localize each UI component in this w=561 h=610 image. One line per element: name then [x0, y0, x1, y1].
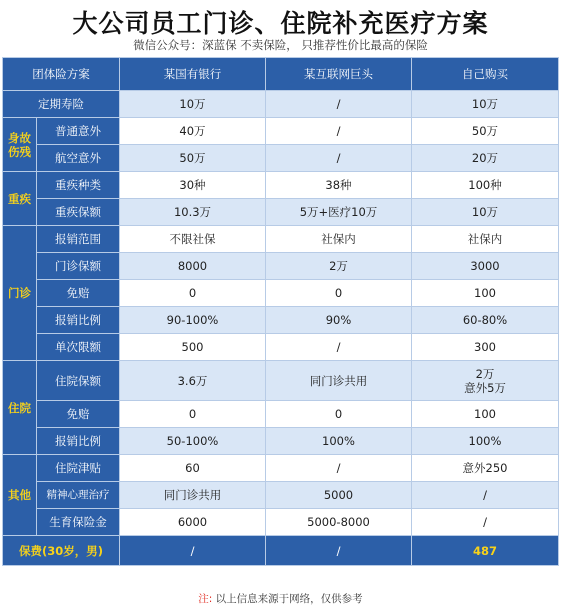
row-label: 单次限额 [37, 334, 120, 361]
cell-value: 90-100% [120, 307, 266, 334]
table-row [3, 509, 559, 536]
cell-value: 100 [412, 401, 559, 428]
page-subtitle: 微信公众号：深蓝保 不卖保险， 只推荐性价比最高的保险 [133, 38, 428, 52]
cell-value-multiline [412, 361, 559, 401]
cell-value: / [412, 509, 559, 536]
cell-value: 0 [120, 280, 266, 307]
table-row [3, 253, 559, 280]
cell-line: 2万 [475, 366, 495, 381]
premium-row [3, 536, 559, 566]
cell-value: 50万 [120, 145, 266, 172]
cell-value: 50万 [412, 118, 559, 145]
table-row [3, 226, 559, 253]
cell-value: / [266, 334, 412, 361]
table-row [3, 172, 559, 199]
row-label: 住院保额 [37, 361, 120, 401]
table-row [3, 334, 559, 361]
footnote-mark: 注: [198, 593, 213, 605]
row-label: 生育保险金 [37, 509, 120, 536]
category-outpatient: 门诊 [3, 226, 37, 361]
cell-value: 同门诊共用 [120, 482, 266, 509]
premium-value-highlight: 487 [412, 536, 559, 566]
row-label: 精神心理治疗 [37, 482, 120, 509]
cell-value: 5000-8000 [266, 509, 412, 536]
page-title: 大公司员工门诊、住院补充医疗方案 [72, 9, 489, 38]
row-label: 报销比例 [37, 428, 120, 455]
cell-value: / [266, 455, 412, 482]
row-label: 报销范围 [37, 226, 120, 253]
table-row [3, 280, 559, 307]
cell-value: 90% [266, 307, 412, 334]
row-label-life-term: 定期寿险 [3, 91, 120, 118]
cell-value: 60 [120, 455, 266, 482]
cell-value: 3000 [412, 253, 559, 280]
table-row [3, 199, 559, 226]
cell-value: 300 [412, 334, 559, 361]
cell-value: 3.6万 [120, 361, 266, 401]
cell-value: 2万 [266, 253, 412, 280]
cell-value: 100% [412, 428, 559, 455]
table-row [3, 118, 559, 145]
header-plan: 团体险方案 [3, 58, 120, 91]
row-label: 航空意外 [37, 145, 120, 172]
row-label: 报销比例 [37, 307, 120, 334]
cell-value: 同门诊共用 [266, 361, 412, 401]
table-header-row [3, 58, 559, 91]
cell-value: 20万 [412, 145, 559, 172]
cell-value: 意外250 [412, 455, 559, 482]
table-row [3, 307, 559, 334]
category-inpatient: 住院 [3, 361, 37, 455]
cell-value: 38种 [266, 172, 412, 199]
cell-value: / [412, 482, 559, 509]
category-line-part: 身故 [8, 130, 31, 145]
cell-value: 100% [266, 428, 412, 455]
cell-value: 60-80% [412, 307, 559, 334]
table-row [3, 482, 559, 509]
premium-value: / [266, 536, 412, 566]
cell-value: 0 [266, 401, 412, 428]
cell-value: 50-100% [120, 428, 266, 455]
header-state-bank: 某国有银行 [120, 58, 266, 91]
cell-value: 0 [120, 401, 266, 428]
row-label: 重疾保额 [37, 199, 120, 226]
cell-value: 0 [266, 280, 412, 307]
category-death-disability [3, 118, 37, 172]
cell-value: 6000 [120, 509, 266, 536]
cell-value: / [266, 91, 412, 118]
table-row [3, 145, 559, 172]
row-label: 普通意外 [37, 118, 120, 145]
cell-value: 社保内 [412, 226, 559, 253]
table-row [3, 455, 559, 482]
row-label: 免赔 [37, 280, 120, 307]
cell-value: 8000 [120, 253, 266, 280]
cell-line: 意外5万 [464, 380, 506, 395]
row-label: 免赔 [37, 401, 120, 428]
premium-label: 保费(30岁，男) [3, 536, 120, 566]
table-row [3, 428, 559, 455]
comparison-table [2, 57, 559, 566]
cell-value: 5万+医疗10万 [266, 199, 412, 226]
cell-value: / [266, 145, 412, 172]
cell-value: 5000 [266, 482, 412, 509]
row-label: 门诊保额 [37, 253, 120, 280]
table-row [3, 401, 559, 428]
cell-value: 社保内 [266, 226, 412, 253]
row-label: 住院津贴 [37, 455, 120, 482]
table-row [3, 91, 559, 118]
cell-value: 10万 [412, 199, 559, 226]
cell-value: 500 [120, 334, 266, 361]
footnote-text: 以上信息来源于网络，仅供参考 [212, 593, 363, 605]
cell-value: 30种 [120, 172, 266, 199]
cell-value: 10.3万 [120, 199, 266, 226]
table-row [3, 361, 559, 401]
category-line [3, 131, 36, 159]
header-internet-giant: 某互联网巨头 [266, 58, 412, 91]
cell-value: 不限社保 [120, 226, 266, 253]
header-self-purchase: 自己购买 [412, 58, 559, 91]
category-critical-illness: 重疾 [3, 172, 37, 226]
cell-value: 10万 [120, 91, 266, 118]
cell-value: 100种 [412, 172, 559, 199]
category-other: 其他 [3, 455, 37, 536]
row-label: 重疾种类 [37, 172, 120, 199]
cell-value: / [266, 118, 412, 145]
footnote [0, 591, 561, 606]
cell-value: 40万 [120, 118, 266, 145]
cell-value: 10万 [412, 91, 559, 118]
premium-value: / [120, 536, 266, 566]
cell-value: 100 [412, 280, 559, 307]
category-line-part: 伤残 [8, 144, 31, 159]
